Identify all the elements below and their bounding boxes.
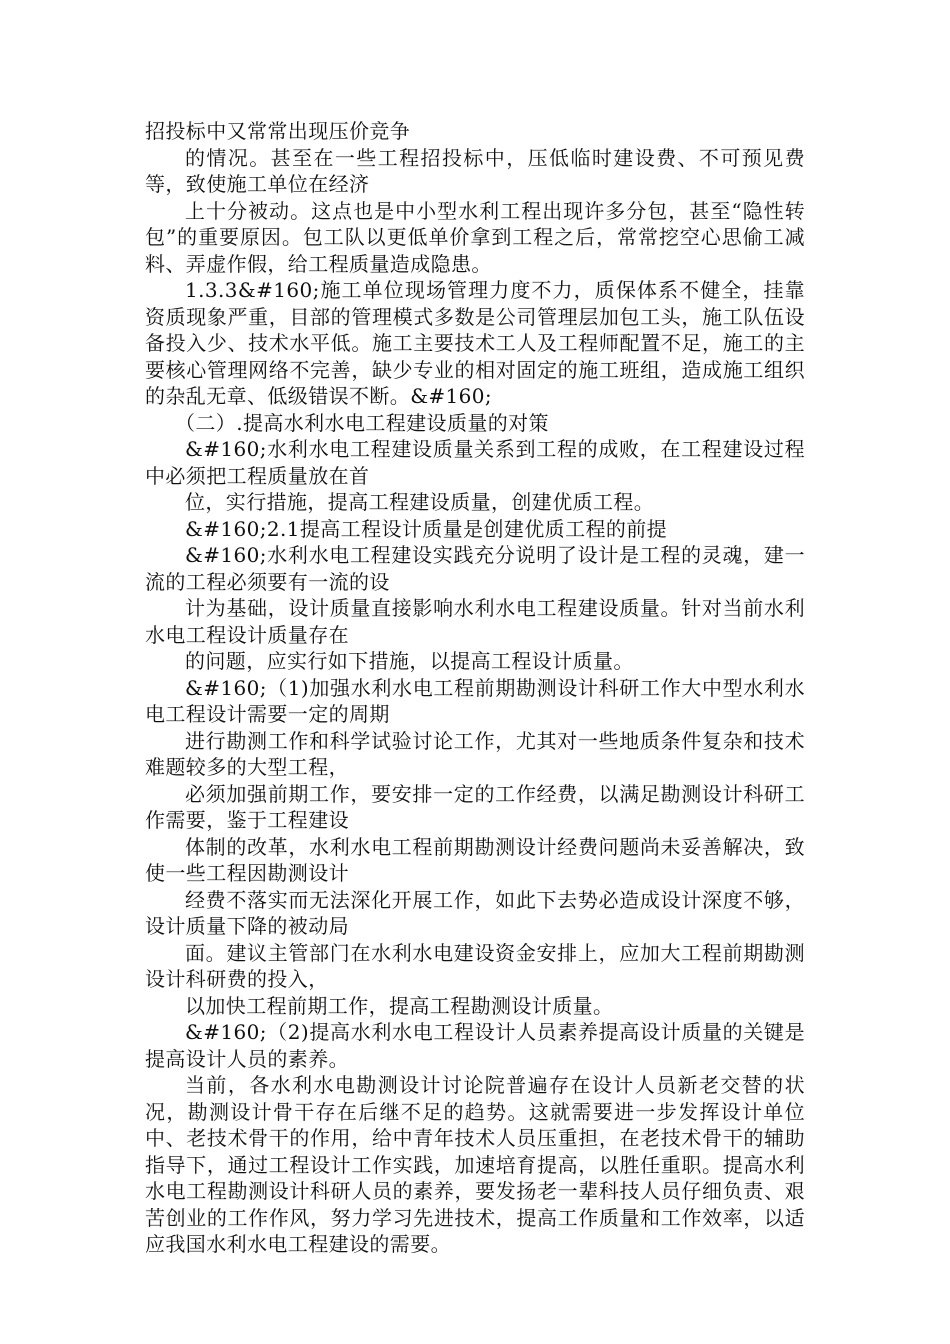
paragraph-17: 面。建议主管部门在水利水电建设资金安排上，应加大工程前期勘测设计科研费的投入， [145,940,805,991]
paragraph-11: 的问题，应实行如下措施，以提高工程设计质量。 [185,649,634,673]
paragraph-10: 计为基础，设计质量直接影响水利水电工程建设质量。针对当前水利水电工程设计质量存在 [145,596,805,647]
section-heading: （二）.提高水利水电工程建设质量的对策 [175,410,549,435]
paragraph-14: 必须加强前期工作，要安排一定的工作经费，以满足勘测设计科研工作需要，鉴于工程建设 [145,781,805,832]
paragraph-9: &#160;水利水电工程建设实践充分说明了设计是工程的灵魂，建一流的工程必须要有一流的设 [145,543,805,594]
paragraph-6: &#160;水利水电工程建设质量关系到工程的成败，在工程建设过程中必须把工程质量放在首 [145,437,805,488]
paragraph-20: 当前，各水利水电勘测设计讨论院普遍存在设计人员新老交替的状况，勘测设计骨干存在后继不足的趋势。这就需要进一步发挥设计单位中、老技术骨干的作用，给中青年技术人员压重担，在老技术骨干的辅助指导下，通过工程设计工作实践，加速培育提高，以胜任重职。提高水利水电工程勘测设计科研人员的素养，要发扬老一辈科技人员仔细负责、艰苦创业的工作作风，努力学习先进技术，提高工作质量和工作效率，以适应我国水利水电工程建设的需要。 [145,1073,805,1256]
paragraph-1: 招投标中又常常出现压价竞争 [145,119,411,143]
paragraph-16: 经费不落实而无法深化开展工作，如此下去势必造成设计深度不够，设计质量下降的被动局 [145,887,805,938]
subheading-2-1: &#160;2.1提高工程设计质量是创建优质工程的前提 [185,516,668,541]
paragraph-15: 体制的改革，水利水电工程前期勘测设计经费问题尚未妥善解决，致使一些工程因勘测设计 [145,834,805,885]
paragraph-13: 进行勘测工作和科学试验讨论工作，尤其对一些地质条件复杂和技术难题较多的大型工程， [145,728,805,779]
paragraph-2: 的情况。甚至在一些工程招投标中，压低临时建设费、不可预见费等，致使施工单位在经济 [145,145,805,196]
paragraph-19: &#160;（2)提高水利水电工程设计人员素养提高设计质量的关键是提高设计人员的素养。 [145,1020,805,1071]
paragraph-4: 1.3.3&#160;施工单位现场管理力度不力，质保体系不健全，挂靠资质现象严重，目部的管理模式多数是公司管理层加包工头，施工队伍设备投入少、技术水平低。施工主要技术工人及工程师配置不足，施工的主要核心管理网络不完善，缺少专业的相对固定的施工班组，造成施工组织的杂乱无章、低级错误不断。&#160; [145,278,805,408]
paragraph-3: 上十分被动。这点也是中小型水利工程出现许多分包，甚至“隐性转包”的重要原因。包工队以更低单价拿到工程之后，常常挖空心思偷工减料、弄虚作假，给工程质量造成隐患。 [145,198,805,276]
paragraph-18: 以加快工程前期工作，提高工程勘测设计质量。 [185,993,614,1018]
document-body [145,118,805,1258]
paragraph-12: &#160;（1)加强水利水电工程前期勘测设计科研工作大中型水利水电工程设计需要一定的周期 [145,675,805,726]
paragraph-7: 位，实行措施，提高工程建设质量，创建优质工程。 [185,490,655,514]
